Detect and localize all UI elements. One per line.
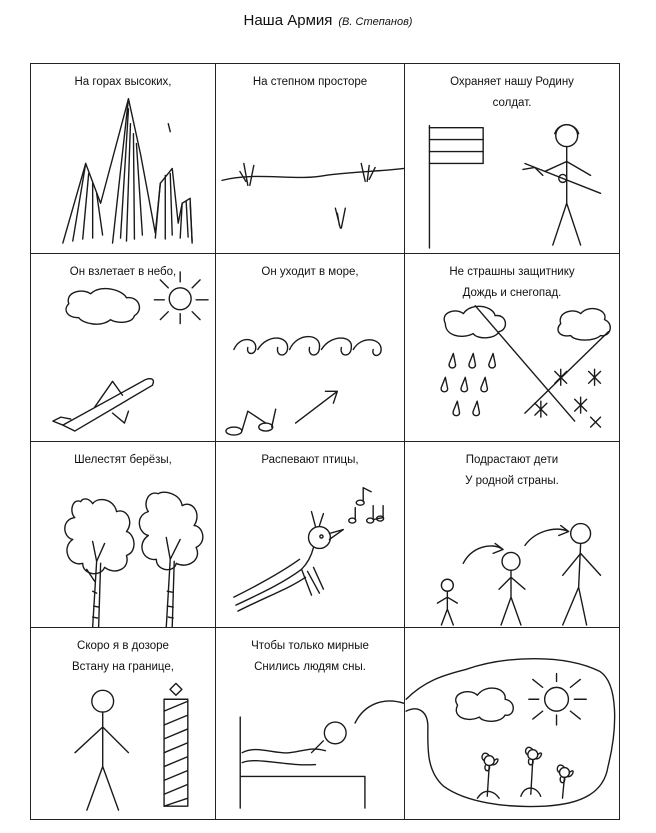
cell-rain-snow (405, 254, 619, 442)
airplane-icon (31, 254, 215, 441)
caption-line: Дождь и снегопад. (462, 287, 562, 299)
mountains-icon (31, 64, 215, 253)
growing-children-icon (405, 442, 619, 627)
cell-steppe (216, 64, 405, 254)
birch-trees-icon (31, 442, 215, 627)
caption-line: Чтобы только мирные (251, 640, 369, 652)
caption-line: Скоро я в дозоре (77, 640, 169, 652)
poem-title: Наша Армия (243, 12, 333, 29)
cell-sea (216, 254, 405, 442)
poem-author: (В. Степанов) (338, 16, 413, 28)
sleeping-person-icon (216, 628, 404, 819)
cell-airplane (31, 254, 216, 442)
cell-children (405, 442, 619, 628)
caption-line: Распевают птицы, (261, 454, 359, 466)
dream-bubble-icon (405, 628, 619, 819)
picture-grid (30, 63, 620, 820)
caption-line: Снились людям сны. (254, 661, 366, 673)
border-guard-icon (31, 628, 215, 819)
cell-bird (216, 442, 405, 628)
cell-border-guard (31, 628, 216, 819)
caption-line: Он уходит в море, (261, 266, 359, 278)
caption-line: Встану на границе, (71, 661, 174, 673)
caption-line: Не страшны защитнику (449, 266, 575, 278)
cell-sleeping (216, 628, 405, 819)
steppe-icon (216, 64, 404, 253)
caption-line: На степном просторе (252, 76, 368, 88)
soldier-icon (405, 64, 619, 253)
cell-birches (31, 442, 216, 628)
caption-line: солдат. (492, 97, 532, 109)
singing-bird-icon (216, 442, 404, 627)
cell-soldier (405, 64, 619, 254)
cell-mountains (31, 64, 216, 254)
sea-waves-icon (216, 254, 404, 441)
caption-line: Он взлетает в небо, (69, 266, 177, 278)
caption-line: На горах высоких, (74, 76, 172, 88)
caption-line: У родной страны. (465, 475, 559, 487)
rain-snow-icon (405, 254, 619, 441)
caption-line: Подрастают дети (465, 454, 559, 466)
page-title (0, 12, 656, 29)
caption-line: Охраняет нашу Родину (450, 76, 574, 88)
cell-dream (405, 628, 619, 819)
caption-line: Шелестят берёзы, (74, 454, 172, 466)
